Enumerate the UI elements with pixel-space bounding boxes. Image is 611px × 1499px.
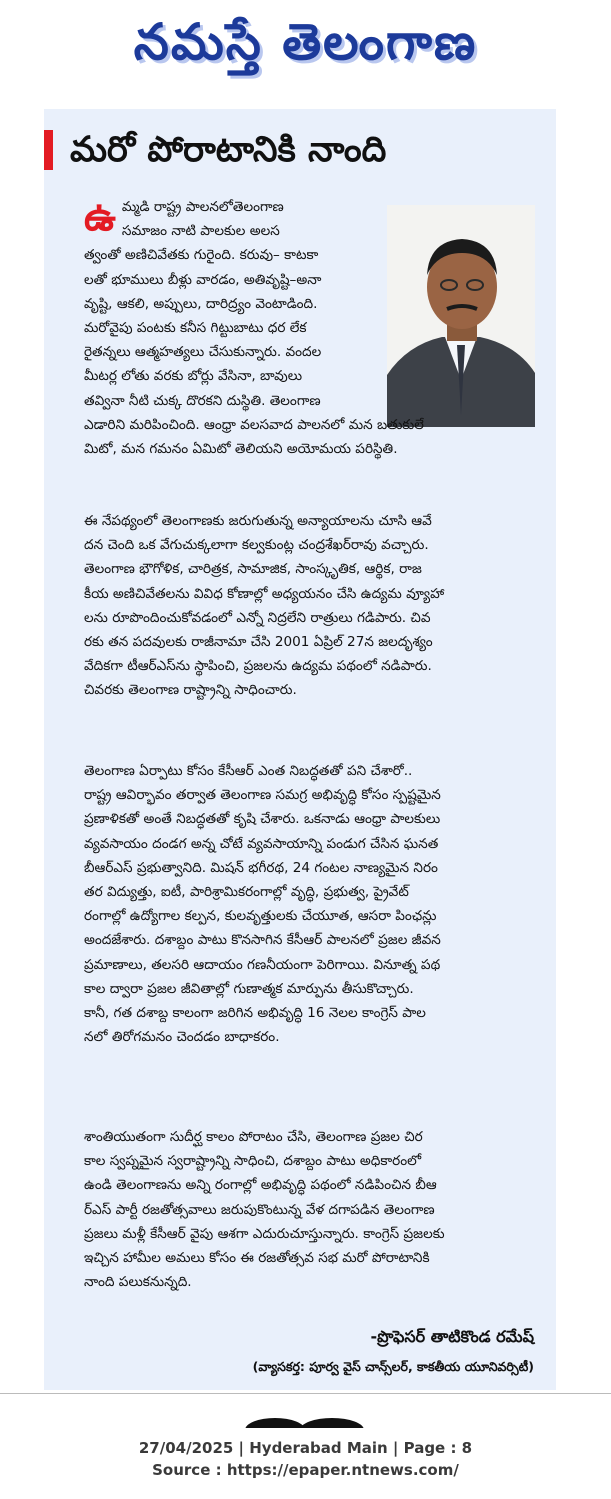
article-headline: మరో పోరాటానికి నాంది <box>70 130 387 170</box>
text-line: రకు తన పదవులకు రాజీనామా చేసి 2001 ఏప్రిల్ 27న జలదృశ్యం <box>84 634 433 651</box>
text-line: కీయ అణిచివేతలను వివిధ కోణాల్లో అధ్యయనం చేసి ఉద్యమ వ్యూహా <box>84 585 445 602</box>
text-line: ప్రజలు మళ్లీ కేసీఆర్ వైపు ఆశగా ఎదురుచూస్తున్నారు. కాంగ్రెస్ ప్రజలకు <box>84 1225 445 1242</box>
text-line: బీఆర్‌ఎస్ ప్రభుత్వానిది. మిషన్ భగీరథ, 24 గంటల నాణ్యమైన నిరం <box>84 859 438 876</box>
text-line: మ్మడి రాష్ట్ర పాలనలోతెలంగాణ <box>121 199 284 215</box>
author-byline: -ప్రొఫెసర్ తాటికొండ రమేష్ <box>370 1327 534 1346</box>
text-line: వృష్టి, ఆకలి, అప్పులు, దారిద్ర్యం వెంటాడింది. <box>84 295 318 312</box>
paragraph-3 <box>84 759 538 1049</box>
text-line: కానీ, గత దశాబ్ద కాలంగా జరిగిన అభివృద్ధి 16 నెలల కాంగ్రెస్ పాల <box>84 1005 426 1022</box>
text-line: తర విద్యుత్తు, ఐటీ, పారిశ్రామికరంగాల్లో వృద్ధి, ప్రభుత్వ, ప్రైవేట్ <box>84 884 409 901</box>
text-line: మిటో, మన గమనం ఏమిటో తెలియని అయోమయ పరిస్థితి. <box>84 441 398 458</box>
text-line: ఉండి తెలంగాణను అన్ని రంగాల్లో అభివృద్ధి పథంలో నడిపించిన బీఆ <box>84 1177 437 1194</box>
article-panel <box>44 109 556 1390</box>
text-line: అందజేశారు. దశాబ్దం పాటు కొనసాగిన కేసీఆర్ పాలనలో ప్రజల జీవన <box>84 932 441 949</box>
text-line: లను రూపొందించుకోవడంలో ఎన్నో నిద్రలేని రాత్రులు గడిపారు. చివ <box>84 609 431 626</box>
text-line: ప్రమాణాలు, తలసరి ఆదాయం గణనీయంగా పెరిగాయి. వినూత్న పథ <box>84 956 441 973</box>
text-line: ఈ నేపథ్యంలో తెలంగాణకు జరుగుతున్న అన్యాయాలను చూసి ఆవే <box>84 513 432 529</box>
footer-source-link[interactable]: Source : https://epaper.ntnews.com/ <box>152 1461 459 1479</box>
text-line: సమాజం నాటి పాలకుల అలస <box>121 223 280 240</box>
headline-accent-bar <box>44 130 53 170</box>
text-line: రంగాల్లో ఉద్యోగాల కల్పన, కులవృత్తులకు చేయూత, ఆసరా పింఛన్లు <box>84 908 437 925</box>
text-line: ర్‌ఎస్ పార్టీ రజతోత్సవాలు జరుపుకొంటున్న వేళ దగాపడిన తెలంగాణ <box>84 1201 435 1218</box>
paragraph-4 <box>84 1125 538 1294</box>
text-line: ఇచ్చిన హామీల అమలు కోసం ఈ రజతోత్సవ సభ మరో పోరాటానికి <box>84 1250 430 1267</box>
text-line: రైతన్నలు ఆత్మహత్యలు చేసుకున్నారు. వందల <box>84 344 322 361</box>
text-line: చివరకు తెలంగాణ రాష్ట్రాన్ని సాధించారు. <box>84 682 297 699</box>
text-line: కాల ద్వారా ప్రజల జీవితాల్లో గుణాత్మక మార్పును తీసుకొచ్చారు. <box>84 980 414 997</box>
text-line: త్వంతో అణిచివేతకు గురైంది. కరువు– కాటకా <box>84 247 319 264</box>
drop-cap: ఉ <box>84 194 116 240</box>
text-line: తెలంగాణ ఏర్పాటు కోసం కేసీఆర్ ఎంత నిబద్ధతతో పని చేశారో.. <box>84 763 413 779</box>
page-divider <box>0 1393 611 1394</box>
cropped-graphic <box>240 1408 370 1428</box>
paragraph-2 <box>84 509 538 703</box>
text-line: లతో భూములు బీళ్లు వారడం, అతివృష్టి–అనా <box>84 271 322 288</box>
text-line: వ్యవసాయం దండగ అన్న చోటే వ్యవసాయాన్ని పండుగ చేసిన ఘనత <box>84 835 439 852</box>
text-line: ప్రణాళికతో అంతే నిబద్ధతతో కృషి చేశారు. ఒకనాడు ఆంధ్రా పాలకులు <box>84 811 441 828</box>
text-line: తెలంగాణ భౌగోళిక, చారిత్రక, సామాజిక, సాంస్కృతిక, ఆర్థిక, రాజ <box>84 561 422 578</box>
next-article-fragment <box>240 1408 370 1428</box>
text-line: శాంతియుతంగా సుదీర్ఘ కాలం పోరాటం చేసి, తెలంగాణ ప్రజల చిర <box>84 1129 423 1145</box>
newspaper-masthead: నమస్తే తెలంగాణ <box>133 12 478 71</box>
author-credit: (వ్యాసకర్త: పూర్వ వైస్ చాన్స్‌లర్, కాకతీయ యూనివర్సిటీ) <box>252 1359 534 1374</box>
text-line: దన చెంది ఒక వేగుచుక్కలాగా కల్వకుంట్ల చంద్రశేఖర్‌రావు వచ్చారు. <box>84 537 429 554</box>
text-line: వేదికగా టీఆర్‌ఎస్‌ను స్థాపించి, ప్రజలను ఉద్యమ పథంలో నడిపారు. <box>84 658 432 675</box>
text-line: రాష్ట్ర ఆవిర్భావం తర్వాత తెలంగాణ సమగ్ర అభివృద్ధి కోసం స్పష్టమైన <box>84 787 441 804</box>
paragraph-1 <box>84 195 538 461</box>
text-line: తవ్వినా నీటి చుక్క దొరకని దుస్థితి. తెలంగాణ <box>84 392 321 409</box>
text-line: కాల స్వప్నమైన స్వరాష్ట్రాన్ని సాధించి, దశాబ్దం పాటు అధికారంలో <box>84 1153 422 1170</box>
text-line: నలో తిరోగమనం చెందడం బాధాకరం. <box>84 1029 280 1046</box>
text-line: నాంది పలుకనున్నది. <box>84 1274 192 1291</box>
text-line: ఎడారిని మరిపించింది. ఆంధ్రా వలసవాద పాలనలో మన బతుకులే <box>84 416 424 433</box>
footer-edition-info: 27/04/2025 | Hyderabad Main | Page : 8 <box>138 1439 473 1457</box>
text-line: మరోవైపు పంటకు కనీస గిట్టుబాటు ధర లేక <box>84 320 307 337</box>
text-line: మీటర్ల లోతు వరకు బోర్లు వేసినా, బావులు <box>84 368 303 385</box>
